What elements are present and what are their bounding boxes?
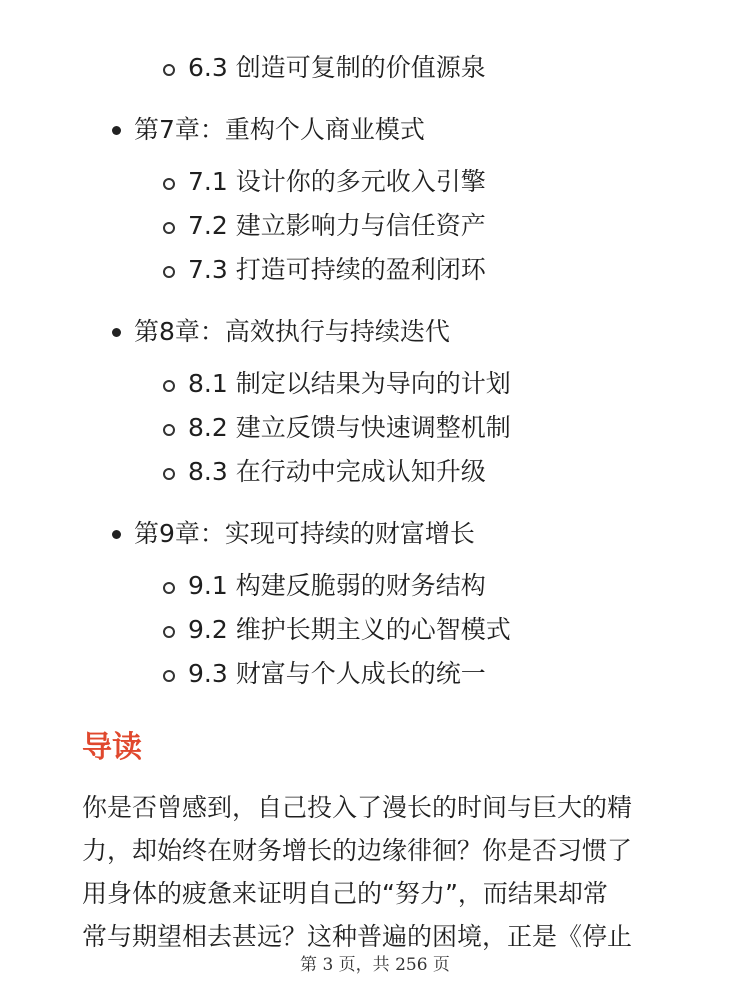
- toc-section-6-3[interactable]: [0, 48, 750, 92]
- guide-paragraph: [82, 786, 672, 958]
- toc-section-label: 8.3 在行动中完成认知升级: [188, 457, 486, 486]
- hollow-bullet-icon: [163, 266, 175, 278]
- toc-section-8-2[interactable]: [0, 408, 750, 452]
- hollow-bullet-icon: [163, 64, 175, 76]
- toc-chapter-9[interactable]: [0, 508, 750, 558]
- hollow-bullet-icon: [163, 582, 175, 594]
- hollow-bullet-icon: [163, 178, 175, 190]
- toc-section-label: 9.2 维护长期主义的心智模式: [188, 615, 511, 644]
- toc-section-7-2[interactable]: [0, 206, 750, 250]
- table-of-contents: [0, 48, 750, 698]
- toc-section-label: 7.1 设计你的多元收入引擎: [188, 167, 486, 196]
- toc-section-7-1[interactable]: [0, 162, 750, 206]
- toc-section-label: 8.1 制定以结果为导向的计划: [188, 369, 511, 398]
- toc-chapter-label: 第7章：重构个人商业模式: [134, 115, 425, 144]
- toc-section-label: 6.3 创造可复制的价值源泉: [188, 53, 486, 82]
- toc-section-9-2[interactable]: [0, 610, 750, 654]
- toc-section-label: 8.2 建立反馈与快速调整机制: [188, 413, 511, 442]
- page-number-footer: 第 3 页，共 256 页: [300, 955, 450, 975]
- paragraph-line: 常与期望相去甚远？这种普遍的困境，正是《停止: [82, 922, 633, 951]
- hollow-bullet-icon: [163, 626, 175, 638]
- toc-section-label: 9.1 构建反脆弱的财务结构: [188, 571, 486, 600]
- toc-chapter-8[interactable]: [0, 306, 750, 356]
- guide-heading: 导读: [82, 730, 142, 765]
- toc-section-8-1[interactable]: [0, 364, 750, 408]
- toc-chapter-7[interactable]: [0, 104, 750, 154]
- hollow-bullet-icon: [163, 222, 175, 234]
- toc-chapter-label: 第9章：实现可持续的财富增长: [134, 519, 475, 548]
- filled-bullet-icon: [112, 328, 121, 337]
- toc-chapter-label: 第8章：高效执行与持续迭代: [134, 317, 450, 346]
- hollow-bullet-icon: [163, 380, 175, 392]
- toc-section-label: 7.2 建立影响力与信任资产: [188, 211, 486, 240]
- toc-section-8-3[interactable]: [0, 452, 750, 496]
- toc-section-9-3[interactable]: [0, 654, 750, 698]
- toc-section-7-3[interactable]: [0, 250, 750, 294]
- hollow-bullet-icon: [163, 468, 175, 480]
- paragraph-line: 你是否曾感到，自己投入了漫长的时间与巨大的精: [82, 793, 633, 822]
- filled-bullet-icon: [112, 530, 121, 539]
- paragraph-line: 用身体的疲惫来证明自己的“努力”，而结果却常: [82, 879, 608, 908]
- hollow-bullet-icon: [163, 424, 175, 436]
- filled-bullet-icon: [112, 126, 121, 135]
- toc-section-9-1[interactable]: [0, 566, 750, 610]
- toc-section-label: 9.3 财富与个人成长的统一: [188, 659, 486, 688]
- paragraph-line: 力，却始终在财务增长的边缘徘徊？你是否习惯了: [82, 836, 633, 865]
- toc-section-label: 7.3 打造可持续的盈利闭环: [188, 255, 486, 284]
- hollow-bullet-icon: [163, 670, 175, 682]
